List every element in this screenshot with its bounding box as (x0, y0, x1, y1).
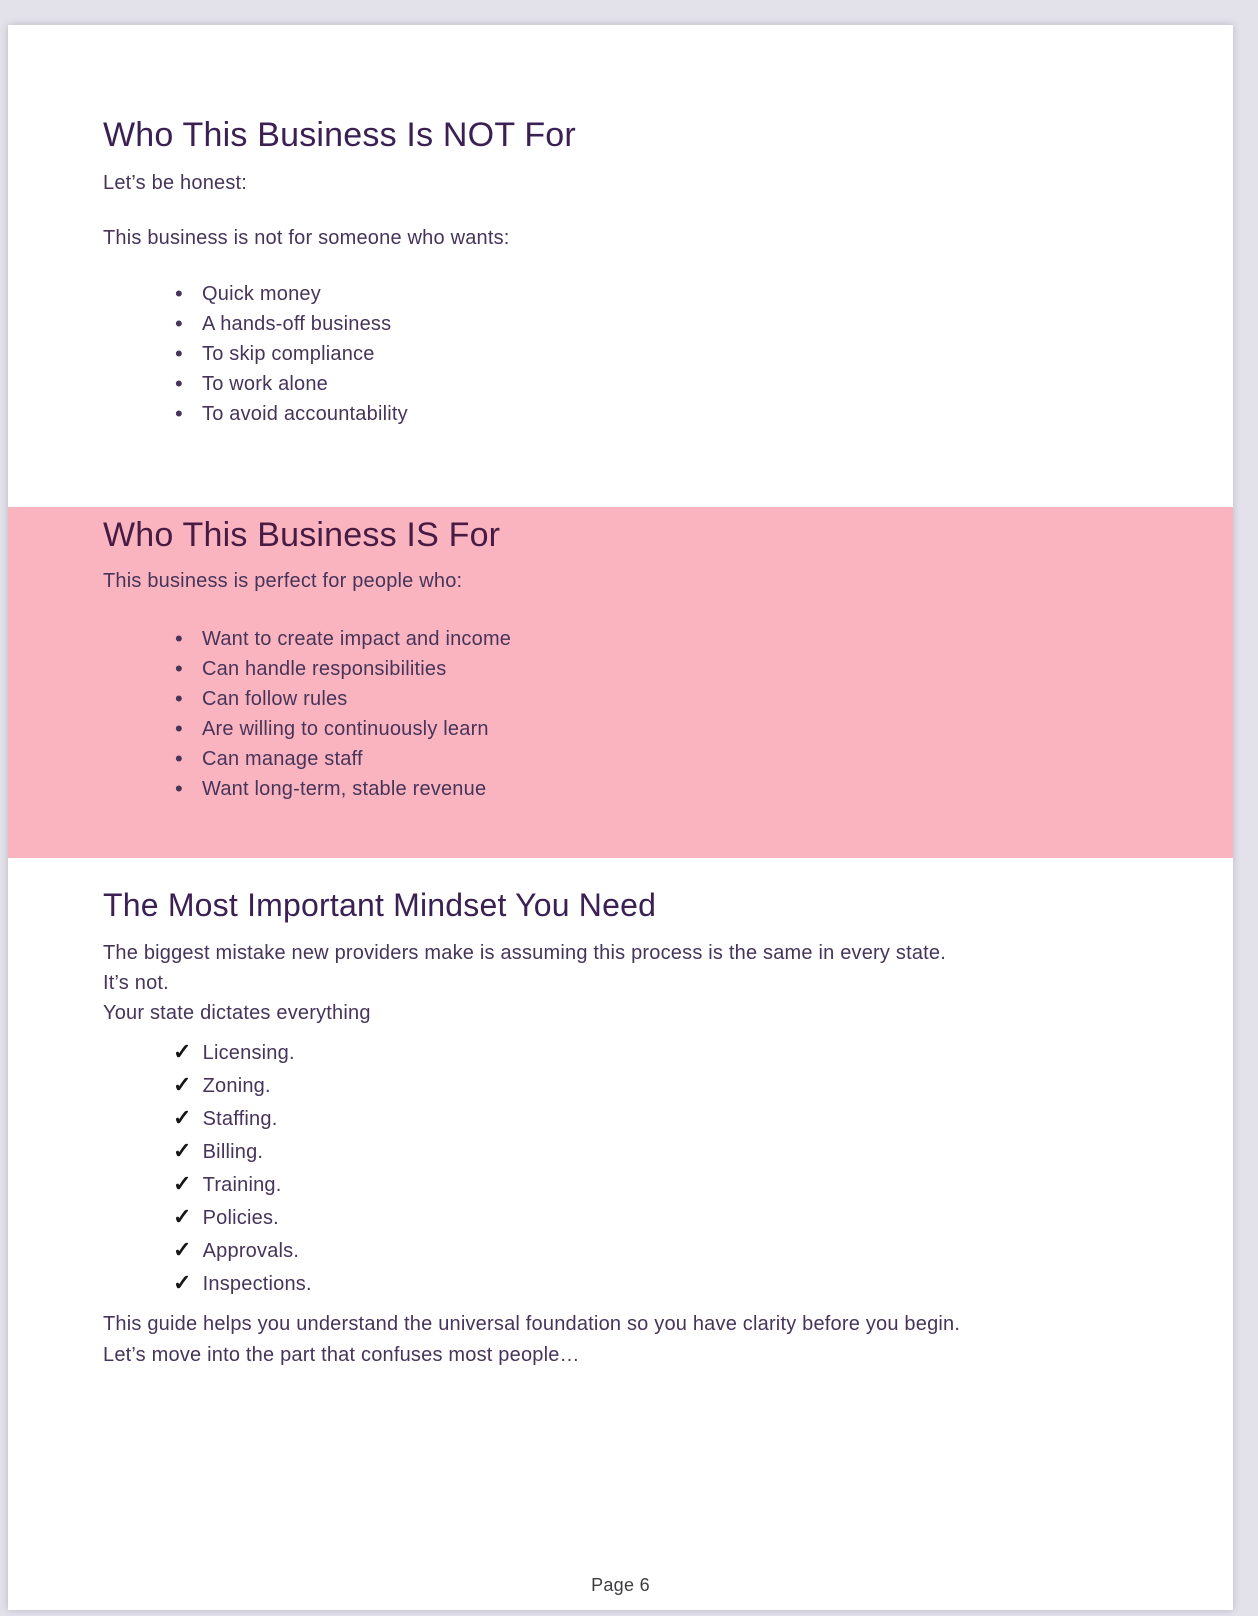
not-for-bullet-list (175, 279, 1138, 429)
bullet-item: • Can manage staff (175, 744, 1138, 774)
bullet-item: • Want long-term, stable revenue (175, 774, 1138, 804)
bullet-item: • A hands-off business (175, 309, 1138, 339)
checkmark-icon: ✓ (173, 1269, 192, 1295)
checkmark-icon: ✓ (173, 1137, 192, 1163)
paragraph-line: Let’s move into the part that confuses most people… (103, 1343, 580, 1366)
bullet-item: • To skip compliance (175, 339, 1138, 369)
mindset-outro-paragraph (103, 1309, 1138, 1371)
bullet-item: • Are willing to continuously learn (175, 714, 1138, 744)
check-item (173, 1201, 1138, 1234)
not-for-heading: Who This Business Is NOT For (103, 116, 576, 154)
check-item (173, 1168, 1138, 1201)
bullet-item: • Want to create impact and income (175, 624, 1138, 654)
check-item (173, 1234, 1138, 1267)
check-item (173, 1267, 1138, 1300)
paragraph-line: The biggest mistake new providers make is assuming this process is the same in every state. (103, 941, 946, 964)
checkmark-icon: ✓ (173, 1071, 192, 1097)
mindset-paragraph (103, 938, 1138, 1028)
check-item (173, 1069, 1138, 1102)
check-item-label: Training. (202, 1173, 282, 1196)
checkmark-icon: ✓ (173, 1104, 192, 1130)
bullet-item: • Can handle responsibilities (175, 654, 1138, 684)
not-for-intro-line-1: Let’s be honest: (103, 171, 248, 194)
bullet-item: • Quick money (175, 279, 1138, 309)
is-for-intro-line: This business is perfect for people who: (103, 569, 463, 592)
check-item-label: Staffing. (202, 1107, 278, 1130)
not-for-intro-line-2: This business is not for someone who wants: (103, 226, 510, 249)
paragraph-line: It’s not. (103, 971, 169, 994)
bullet-item: • Can follow rules (175, 684, 1138, 714)
page-content (8, 115, 1233, 1371)
checkmark-icon: ✓ (173, 1038, 192, 1064)
check-item-label: Licensing. (202, 1041, 295, 1064)
check-item (173, 1102, 1138, 1135)
is-for-heading: Who This Business IS For (103, 515, 501, 554)
checkmark-icon: ✓ (173, 1236, 192, 1262)
check-item-label: Policies. (202, 1206, 279, 1229)
is-for-bullet-list (175, 624, 1138, 804)
section-is-for (8, 507, 1233, 858)
check-item-label: Billing. (202, 1140, 264, 1163)
bullet-item: • To work alone (175, 369, 1138, 399)
page-number: Page 6 (591, 1575, 650, 1595)
mindset-heading: The Most Important Mindset You Need (103, 886, 657, 923)
section-not-for (103, 115, 1138, 429)
checkmark-icon: ✓ (173, 1203, 192, 1229)
section-mindset (103, 886, 1138, 1371)
paragraph-line: This guide helps you understand the universal foundation so you have clarity before you begin. (103, 1312, 961, 1335)
check-item (173, 1036, 1138, 1069)
bullet-item: • To avoid accountability (175, 399, 1138, 429)
mindset-check-list (173, 1036, 1138, 1300)
check-item (173, 1135, 1138, 1168)
paragraph-line: Your state dictates everything (103, 1001, 371, 1024)
check-item-label: Inspections. (202, 1272, 312, 1295)
check-item-label: Zoning. (202, 1074, 271, 1097)
checkmark-icon: ✓ (173, 1170, 192, 1196)
document-page (8, 25, 1233, 1610)
check-item-label: Approvals. (202, 1239, 300, 1262)
